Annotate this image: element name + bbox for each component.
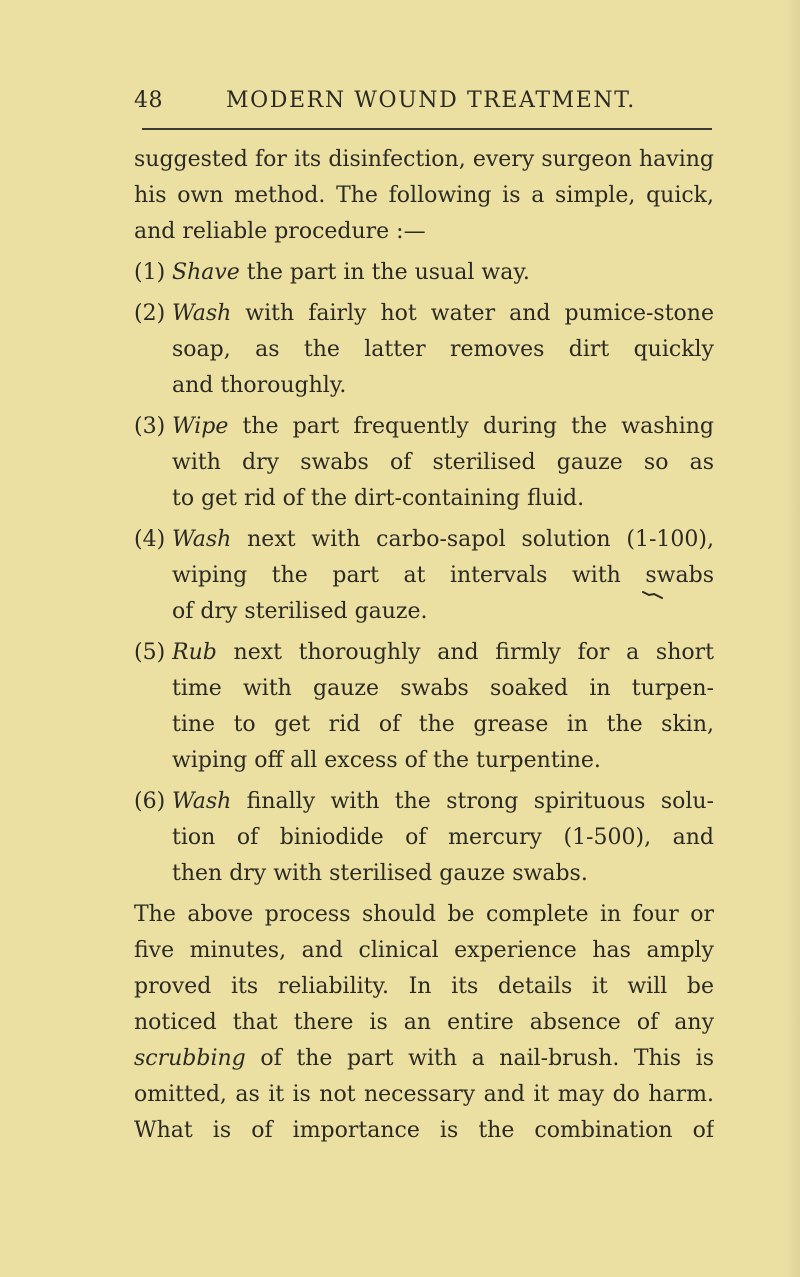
step-6-verb: Wash bbox=[172, 789, 232, 814]
step-2-line-1 bbox=[172, 296, 714, 332]
page-edge-shadow bbox=[786, 0, 800, 1277]
step-1-verb: Shave bbox=[172, 260, 240, 285]
step-1-line-1-text: the part in the usual way. bbox=[239, 260, 530, 285]
closing-line-4: noticed that there is an entire absence of any bbox=[134, 1010, 714, 1035]
step-5-body bbox=[172, 635, 714, 779]
body-text bbox=[134, 142, 714, 1149]
step-4-line-1-text: next with carbo-sapol solution (1-100), bbox=[231, 527, 714, 552]
page-header bbox=[134, 86, 714, 126]
step-6-line-1 bbox=[172, 784, 714, 820]
stray-ink-mark bbox=[642, 590, 664, 600]
step-5-line-1-text: next thoroughly and firmly for a short bbox=[216, 640, 714, 665]
step-4-verb: Wash bbox=[172, 527, 232, 552]
step-2-body bbox=[172, 296, 714, 404]
step-3-line-1 bbox=[172, 409, 714, 445]
step-2 bbox=[134, 296, 714, 404]
intro-line-1: suggested for its disinfection, every surgeon having bbox=[134, 147, 714, 172]
step-1-body bbox=[172, 255, 714, 291]
step-4-body bbox=[172, 522, 714, 630]
closing-line-7: What is of importance is the combination of bbox=[134, 1118, 714, 1143]
closing-paragraph bbox=[134, 897, 714, 1149]
step-1 bbox=[134, 255, 714, 291]
step-5-line-2: time with gauze swabs soaked in turpen- bbox=[172, 676, 714, 701]
step-2-line-2: soap, as the latter removes dirt quickly bbox=[172, 337, 714, 362]
step-4-number: (4) bbox=[134, 527, 166, 552]
step-6-number: (6) bbox=[134, 789, 166, 814]
closing-line-1: The above process should be complete in four or bbox=[134, 902, 714, 927]
step-3-line-1-text: the part frequently during the washing bbox=[228, 414, 714, 439]
step-2-number: (2) bbox=[134, 301, 166, 326]
page-number: 48 bbox=[134, 88, 163, 113]
intro-line-3: and reliable procedure :— bbox=[134, 219, 426, 244]
step-3-number: (3) bbox=[134, 414, 166, 439]
header-rule bbox=[142, 128, 712, 130]
running-title: MODERN WOUND TREATMENT. bbox=[226, 88, 636, 113]
closing-line-5-text: of the part with a nail-brush. This is bbox=[245, 1046, 714, 1071]
step-6 bbox=[134, 784, 714, 892]
closing-line-6: omitted, as it is not necessary and it may do harm. bbox=[134, 1082, 714, 1107]
step-5-number: (5) bbox=[134, 640, 166, 665]
closing-line-5 bbox=[134, 1041, 714, 1077]
step-5-verb: Rub bbox=[172, 640, 217, 665]
step-2-verb: Wash bbox=[172, 301, 232, 326]
step-4-line-1 bbox=[172, 522, 714, 558]
step-1-number: (1) bbox=[134, 260, 166, 285]
step-3-verb: Wipe bbox=[172, 414, 229, 439]
closing-italic-word: scrubbing bbox=[134, 1046, 246, 1071]
step-1-line-1 bbox=[172, 255, 714, 291]
step-6-line-2: tion of biniodide of mercury (1-500), and bbox=[172, 825, 714, 850]
step-4 bbox=[134, 522, 714, 630]
step-5-line-4: wiping off all excess of the turpentine. bbox=[172, 748, 601, 773]
step-3 bbox=[134, 409, 714, 517]
closing-line-3: proved its reliability. In its details it will be bbox=[134, 974, 714, 999]
step-6-line-3: then dry with sterilised gauze swabs. bbox=[172, 861, 588, 886]
step-2-line-3: and thoroughly. bbox=[172, 373, 347, 398]
step-3-line-3: to get rid of the dirt-containing fluid. bbox=[172, 486, 585, 511]
step-5-line-1 bbox=[172, 635, 714, 671]
step-6-body bbox=[172, 784, 714, 892]
step-3-line-2: with dry swabs of sterilised gauze so as bbox=[172, 450, 714, 475]
step-5-line-3: tine to get rid of the grease in the skin, bbox=[172, 712, 714, 737]
step-4-line-3: of dry sterilised gauze. bbox=[172, 599, 428, 624]
step-3-body bbox=[172, 409, 714, 517]
step-4-line-2: wiping the part at intervals with swabs bbox=[172, 563, 714, 588]
closing-line-2: five minutes, and clinical experience has amply bbox=[134, 938, 714, 963]
intro-paragraph bbox=[134, 142, 714, 250]
intro-line-2: his own method. The following is a simple, quick, bbox=[134, 183, 714, 208]
step-2-line-1-text: with fairly hot water and pumice-stone bbox=[231, 301, 714, 326]
step-5 bbox=[134, 635, 714, 779]
step-6-line-1-text: finally with the strong spirituous solu- bbox=[231, 789, 714, 814]
